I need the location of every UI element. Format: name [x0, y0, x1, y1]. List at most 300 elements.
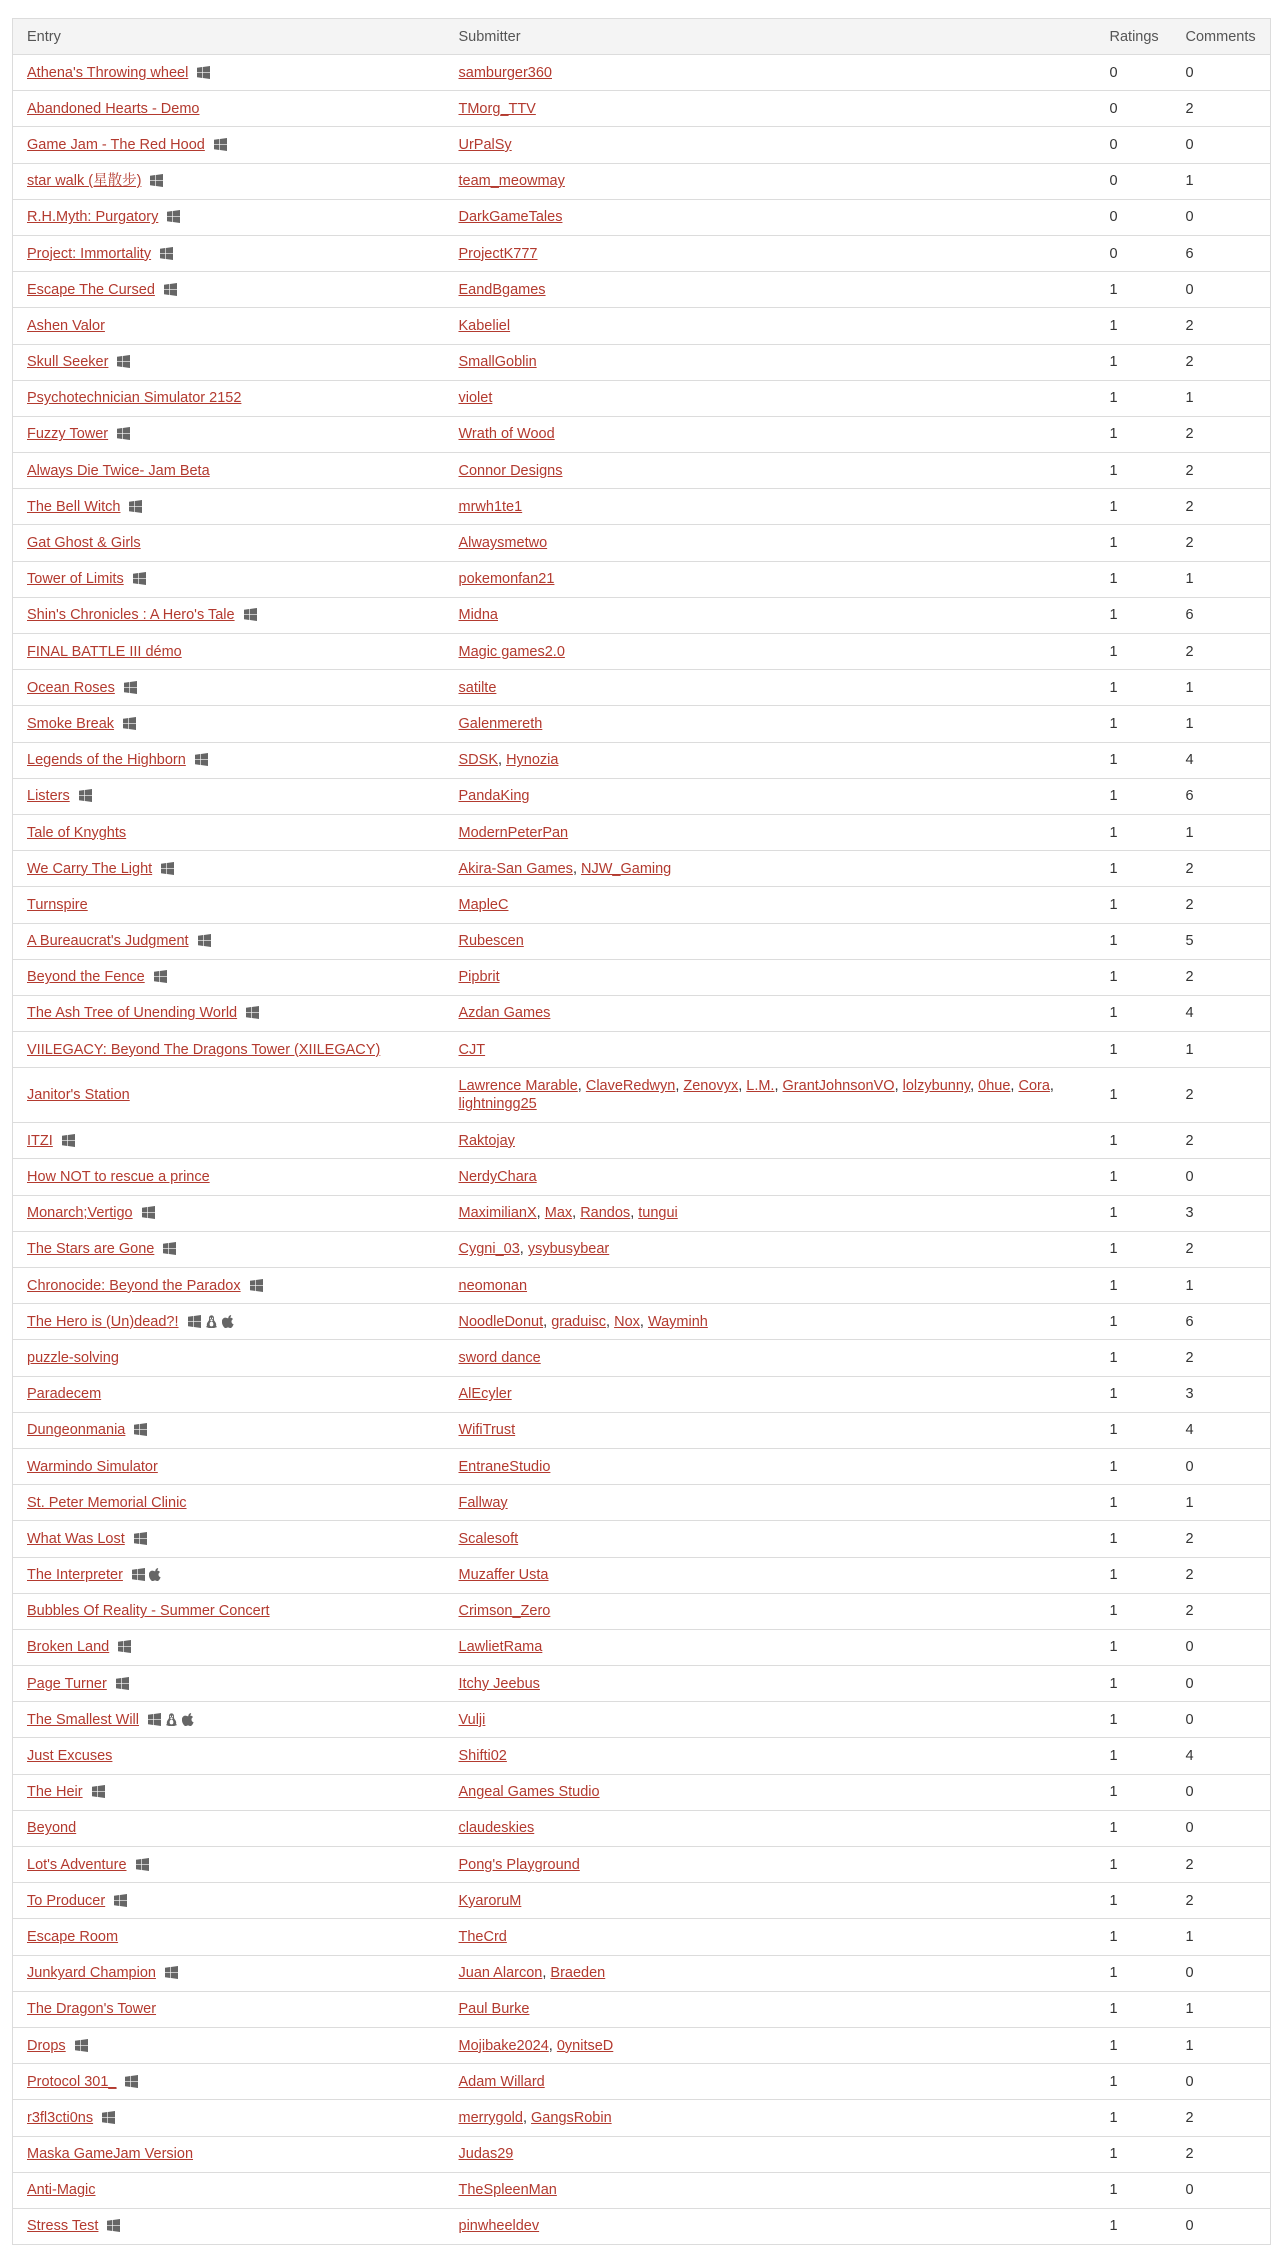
windows-icon [123, 717, 136, 730]
submitter-cell [445, 416, 1096, 452]
table-row [13, 851, 1271, 887]
entry-link[interactable]: Psychotechnician Simulator 2152 [27, 390, 242, 407]
submitter-link[interactable]: UrPalSy [458, 136, 512, 153]
entry-link[interactable]: Gat Ghost & Girls [27, 535, 141, 552]
submitter-link[interactable]: Crimson_Zero [458, 1603, 551, 1620]
ratings-cell: 1 [1096, 489, 1172, 525]
entry-link[interactable]: Broken Land [27, 1639, 110, 1656]
entry-link[interactable]: star walk (星散步) [27, 173, 142, 190]
ratings-cell: 0 [1096, 163, 1172, 199]
windows-icon [154, 970, 167, 983]
table-row [13, 959, 1271, 995]
column-header-entry[interactable]: Entry [13, 19, 445, 55]
entry-link[interactable]: Ocean Roses [27, 679, 115, 696]
table-row [13, 416, 1271, 452]
entry-link[interactable]: Warmindo Simulator [27, 1458, 158, 1475]
ratings-cell: 1 [1096, 814, 1172, 850]
submitter-link[interactable]: merrygold [458, 2109, 523, 2126]
column-header-comments[interactable]: Comments [1172, 19, 1271, 55]
submitter-link[interactable]: TMorg_TTV [458, 100, 536, 117]
submitter-cell [445, 814, 1096, 850]
entry-link[interactable]: puzzle-solving [27, 1349, 119, 1366]
entry-link[interactable]: R.H.Myth: Purgatory [27, 209, 159, 226]
entry-cell [13, 1847, 445, 1883]
comments-cell: 2 [1172, 416, 1271, 452]
submitter-link[interactable]: NoodleDonut [458, 1313, 544, 1330]
submitter-link[interactable]: Hynozia [506, 752, 559, 769]
submitter-link[interactable]: 0hue [978, 1078, 1011, 1095]
ratings-cell: 1 [1096, 1847, 1172, 1883]
ratings-cell: 1 [1096, 634, 1172, 670]
platform-icons [163, 1242, 176, 1255]
comments-cell: 2 [1172, 1557, 1271, 1593]
entry-cell [13, 2172, 445, 2208]
comments-cell: 2 [1172, 1883, 1271, 1919]
submitter-link[interactable]: team_meowmay [458, 173, 565, 190]
table-row [13, 1666, 1271, 1702]
submitter-link[interactable]: neomonan [458, 1277, 528, 1294]
comments-cell: 0 [1172, 1666, 1271, 1702]
ratings-cell: 1 [1096, 706, 1172, 742]
submitter-cell [445, 1376, 1096, 1412]
table-row [13, 1810, 1271, 1846]
platform-icons [114, 1894, 127, 1907]
windows-icon [92, 1785, 105, 1798]
ratings-cell: 0 [1096, 55, 1172, 91]
windows-icon [148, 1713, 161, 1726]
ratings-cell: 1 [1096, 670, 1172, 706]
submitter-cell: MaximilianX, Max, Randos, tungui [445, 1195, 1096, 1231]
submitter-link[interactable]: graduisc [551, 1313, 607, 1330]
entry-link[interactable]: Lot's Adventure [27, 1856, 127, 1873]
entry-link[interactable]: Listers [27, 788, 70, 805]
submitter-link[interactable]: Wayminh [647, 1313, 708, 1330]
windows-icon [163, 1242, 176, 1255]
entry-link[interactable]: VIILEGACY: Beyond The Dragons Tower (XIILEGACY) [27, 1041, 381, 1058]
submitter-link[interactable]: KyaroruM [458, 1892, 522, 1909]
submitter-link[interactable]: DarkGameTales [458, 209, 563, 226]
platform-icons [167, 210, 180, 223]
submitter-link[interactable]: Connor Designs [458, 462, 563, 479]
entry-link[interactable]: Monarch;Vertigo [27, 1205, 133, 1222]
submitter-link[interactable]: NerdyChara [458, 1169, 537, 1186]
comments-cell: 5 [1172, 923, 1271, 959]
entry-cell [13, 778, 445, 814]
submitter-link[interactable]: Braeden [550, 1965, 606, 1982]
entry-link[interactable]: Always Die Twice- Jam Beta [27, 462, 210, 479]
entry-link[interactable]: Paradecem [27, 1386, 102, 1403]
table-row [13, 1991, 1271, 2027]
submitter-link[interactable]: violet [458, 390, 493, 407]
submitter-link[interactable]: Judas29 [458, 2146, 514, 2163]
comments-cell: 2 [1172, 1123, 1271, 1159]
table-row [13, 1702, 1271, 1738]
windows-icon [79, 789, 92, 802]
comments-cell: 1 [1172, 1032, 1271, 1068]
entry-cell [13, 163, 445, 199]
submitter-link[interactable]: Scalesoft [458, 1530, 519, 1547]
table-row [13, 1593, 1271, 1629]
entry-link[interactable]: Protocol 301_ [27, 2073, 117, 2090]
entry-cell [13, 1340, 445, 1376]
entry-link[interactable]: The Hero is (Un)dead?! [27, 1313, 179, 1330]
ratings-cell: 0 [1096, 235, 1172, 271]
windows-icon [129, 500, 142, 513]
apple-icon [222, 1315, 235, 1328]
windows-icon [214, 138, 227, 151]
submitter-link[interactable]: AlEcyler [458, 1386, 512, 1403]
submitter-cell [445, 1702, 1096, 1738]
entry-cell [13, 1810, 445, 1846]
submitter-link[interactable]: Vulji [458, 1711, 486, 1728]
submitter-link[interactable]: samburger360 [458, 64, 552, 81]
entry-link[interactable]: A Bureaucrat's Judgment [27, 933, 189, 950]
table-row [13, 1268, 1271, 1304]
entry-cell [13, 851, 445, 887]
submitter-cell [445, 887, 1096, 923]
submitter-link[interactable]: Mojibake2024 [458, 2037, 549, 2054]
comments-cell: 2 [1172, 1847, 1271, 1883]
submitter-link[interactable]: GangsRobin [531, 2109, 612, 2126]
submitter-link[interactable]: Angeal Games Studio [458, 1784, 600, 1801]
submitter-link[interactable]: Randos [580, 1205, 631, 1222]
entry-link[interactable]: The Dragon's Tower [27, 2001, 157, 2018]
column-header-ratings[interactable]: Ratings [1096, 19, 1172, 55]
submitter-cell: Akira-San Games, NJW_Gaming [445, 851, 1096, 887]
entry-link[interactable]: Abandoned Hearts - Demo [27, 100, 200, 117]
submitter-link[interactable]: lolzybunny [902, 1078, 971, 1095]
submitter-cell [445, 1810, 1096, 1846]
table-row [13, 1485, 1271, 1521]
submitter-cell: Mojibake2024, 0ynitseD [445, 2027, 1096, 2063]
table-body [13, 55, 1271, 2245]
submitter-link[interactable]: LawlietRama [458, 1639, 543, 1656]
submitter-link[interactable]: TheCrd [458, 1928, 507, 1945]
submitter-link[interactable]: SmallGoblin [458, 354, 537, 371]
submitter-cell [445, 1847, 1096, 1883]
entry-link[interactable]: We Carry The Light [27, 860, 153, 877]
comments-cell: 0 [1172, 199, 1271, 235]
submitter-link[interactable]: Cora [1018, 1078, 1050, 1095]
submitter-cell: merrygold, GangsRobin [445, 2100, 1096, 2136]
entry-link[interactable]: Shin's Chronicles : A Hero's Tale [27, 607, 235, 624]
ratings-cell: 1 [1096, 2100, 1172, 2136]
windows-icon [114, 1894, 127, 1907]
entry-link[interactable]: The Heir [27, 1784, 83, 1801]
ratings-cell: 1 [1096, 2027, 1172, 2063]
submitter-link[interactable]: Cygni_03 [458, 1241, 520, 1258]
submitter-cell [445, 2136, 1096, 2172]
submitter-link[interactable]: Wrath of Wood [458, 426, 555, 443]
submitter-link[interactable]: lightningg25 [458, 1096, 537, 1113]
comments-cell: 2 [1172, 1521, 1271, 1557]
submitter-link[interactable]: EntraneStudio [458, 1458, 551, 1475]
entry-link[interactable]: Beyond [27, 1820, 77, 1837]
ratings-cell: 1 [1096, 1991, 1172, 2027]
entry-link[interactable]: Just Excuses [27, 1748, 113, 1765]
ratings-cell: 1 [1096, 1412, 1172, 1448]
submitter-link[interactable]: Lawrence Marable [458, 1078, 578, 1095]
ratings-cell: 1 [1096, 380, 1172, 416]
windows-icon [116, 1677, 129, 1690]
submitter-link[interactable]: Rubescen [458, 933, 524, 950]
entry-link[interactable]: Escape The Cursed [27, 281, 155, 298]
entry-link[interactable]: Escape Room [27, 1928, 119, 1945]
submitter-link[interactable]: ClaveRedwyn [585, 1078, 676, 1095]
platform-icons [150, 174, 163, 187]
submitter-link[interactable]: tungui [638, 1205, 678, 1222]
entry-cell [13, 561, 445, 597]
ratings-cell: 1 [1096, 1702, 1172, 1738]
ratings-cell: 1 [1096, 1629, 1172, 1665]
table-row [13, 1919, 1271, 1955]
entry-link[interactable]: How NOT to rescue a prince [27, 1169, 210, 1186]
entry-link[interactable]: The Smallest Will [27, 1711, 139, 1728]
comments-cell: 0 [1172, 1448, 1271, 1484]
entry-cell [13, 742, 445, 778]
windows-icon [62, 1134, 75, 1147]
submitter-link[interactable]: satilte [458, 679, 497, 696]
windows-icon [132, 1568, 145, 1581]
submitter-link[interactable]: PandaKing [458, 788, 530, 805]
entry-link[interactable]: The Bell Witch [27, 498, 121, 515]
entry-link[interactable]: Junkyard Champion [27, 1965, 156, 1982]
submitter-cell [445, 127, 1096, 163]
entry-cell [13, 1032, 445, 1068]
entry-link[interactable]: Skull Seeker [27, 354, 109, 371]
ratings-cell: 1 [1096, 1376, 1172, 1412]
windows-icon [117, 355, 130, 368]
comments-cell: 1 [1172, 814, 1271, 850]
submitter-link[interactable]: TheSpleenMan [458, 2182, 557, 2199]
entry-link[interactable]: Drops [27, 2037, 66, 2054]
entry-link[interactable]: Game Jam - The Red Hood [27, 136, 205, 153]
submitter-link[interactable]: Azdan Games [458, 1005, 551, 1022]
submitter-link[interactable]: Paul Burke [458, 2001, 530, 2018]
table-row [13, 1738, 1271, 1774]
submitter-link[interactable]: 0ynitseD [556, 2037, 614, 2054]
submitter-link[interactable]: CJT [458, 1041, 486, 1058]
submitter-link[interactable]: MaximilianX [458, 1205, 537, 1222]
entry-link[interactable]: Ashen Valor [27, 317, 105, 334]
submitter-link[interactable]: Pipbrit [458, 969, 500, 986]
entry-link[interactable]: Maska GameJam Version [27, 2146, 194, 2163]
windows-icon [195, 753, 208, 766]
submitter-link[interactable]: Zenovyx [683, 1078, 739, 1095]
ratings-cell: 1 [1096, 2208, 1172, 2244]
submitter-link[interactable]: Shifti02 [458, 1748, 507, 1765]
submitter-link[interactable]: Muzaffer Usta [458, 1567, 549, 1584]
entry-link[interactable]: Chronocide: Beyond the Paradox [27, 1277, 241, 1294]
submitter-link[interactable]: ModernPeterPan [458, 824, 569, 841]
table-row [13, 2064, 1271, 2100]
entry-link[interactable]: Tower of Limits [27, 571, 124, 588]
entry-link[interactable]: Anti-Magic [27, 2182, 96, 2199]
entry-cell [13, 1068, 445, 1123]
entry-cell [13, 380, 445, 416]
submitter-link[interactable]: SDSK [458, 752, 498, 769]
submitter-link[interactable]: Nox [614, 1313, 640, 1330]
submitter-cell: Cygni_03, ysybusybear [445, 1231, 1096, 1267]
entry-link[interactable]: Turnspire [27, 896, 88, 913]
entry-cell [13, 1774, 445, 1810]
table-row [13, 1955, 1271, 1991]
windows-icon [136, 1858, 149, 1871]
entry-link[interactable]: Janitor's Station [27, 1087, 130, 1104]
entry-link[interactable]: Beyond the Fence [27, 969, 145, 986]
submitter-link[interactable]: GrantJohnsonVO [782, 1078, 895, 1095]
column-header-submitter[interactable]: Submitter [445, 19, 1096, 55]
table-row [13, 778, 1271, 814]
table-row [13, 1340, 1271, 1376]
submitter-link[interactable]: NJW_Gaming [581, 860, 672, 877]
entry-link[interactable]: Smoke Break [27, 715, 115, 732]
submitter-cell [445, 199, 1096, 235]
submitter-cell: SDSK, Hynozia [445, 742, 1096, 778]
windows-icon [161, 862, 174, 875]
submitter-link[interactable]: Kabeliel [458, 317, 511, 334]
entry-link[interactable]: The Stars are Gone [27, 1241, 155, 1258]
entry-link[interactable]: The Ash Tree of Unending World [27, 1005, 238, 1022]
comments-cell: 2 [1172, 959, 1271, 995]
platform-icons [142, 1206, 155, 1219]
table-row [13, 1032, 1271, 1068]
entry-cell [13, 923, 445, 959]
comments-cell: 2 [1172, 2100, 1271, 2136]
submitter-link[interactable]: sword dance [458, 1349, 541, 1366]
table-row [13, 1521, 1271, 1557]
entry-cell [13, 1955, 445, 1991]
comments-cell: 0 [1172, 1774, 1271, 1810]
entry-cell [13, 127, 445, 163]
platform-icons [116, 1677, 129, 1690]
ratings-cell: 1 [1096, 525, 1172, 561]
ratings-cell: 1 [1096, 2064, 1172, 2100]
entry-link[interactable]: Stress Test [27, 2218, 99, 2235]
submitter-link[interactable]: claudeskies [458, 1820, 535, 1837]
entry-link[interactable]: Project: Immortality [27, 245, 152, 262]
submitter-link[interactable]: Galenmereth [458, 715, 543, 732]
submitter-link[interactable]: Magic games2.0 [458, 643, 565, 660]
entry-link[interactable]: FINAL BATTLE III démo [27, 643, 182, 660]
submitter-link[interactable]: pinwheeldev [458, 2218, 540, 2235]
submitter-link[interactable]: EandBgames [458, 281, 546, 298]
submitter-link[interactable]: Midna [458, 607, 498, 624]
submitter-cell [445, 1557, 1096, 1593]
entry-link[interactable]: To Producer [27, 1892, 106, 1909]
ratings-cell: 1 [1096, 1774, 1172, 1810]
submitter-cell [445, 344, 1096, 380]
entry-link[interactable]: ITZI [27, 1132, 53, 1149]
submitter-link[interactable]: Akira-San Games [458, 860, 573, 877]
windows-icon [117, 427, 130, 440]
table-row [13, 1774, 1271, 1810]
submitter-link[interactable]: Max [544, 1205, 573, 1222]
comments-cell: 2 [1172, 1340, 1271, 1376]
submitter-cell [445, 525, 1096, 561]
ratings-cell: 0 [1096, 199, 1172, 235]
comments-cell: 2 [1172, 453, 1271, 489]
submitter-cell [445, 634, 1096, 670]
submitter-link[interactable]: Pong's Playground [458, 1856, 580, 1873]
entry-link[interactable]: The Interpreter [27, 1567, 123, 1584]
windows-icon [165, 1966, 178, 1979]
ratings-cell: 1 [1096, 1340, 1172, 1376]
platform-icons [246, 1006, 259, 1019]
submitter-cell [445, 1883, 1096, 1919]
comments-cell: 1 [1172, 1919, 1271, 1955]
ratings-cell: 1 [1096, 1666, 1172, 1702]
submitter-link[interactable]: L.M. [746, 1078, 775, 1095]
entry-cell [13, 1557, 445, 1593]
entry-link[interactable]: Page Turner [27, 1675, 107, 1692]
entry-link[interactable]: r3fl3cti0ns [27, 2109, 94, 2126]
comments-cell: 6 [1172, 235, 1271, 271]
submitter-cell [445, 55, 1096, 91]
entry-cell [13, 416, 445, 452]
table-row [13, 814, 1271, 850]
entry-link[interactable]: What Was Lost [27, 1530, 125, 1547]
platform-icons [214, 138, 227, 151]
ratings-cell: 1 [1096, 344, 1172, 380]
submitter-link[interactable]: MapleC [458, 896, 509, 913]
submitter-link[interactable]: Fallway [458, 1494, 508, 1511]
entry-cell [13, 91, 445, 127]
table-row [13, 2100, 1271, 2136]
ratings-cell: 1 [1096, 1032, 1172, 1068]
comments-cell: 0 [1172, 1702, 1271, 1738]
ratings-cell: 1 [1096, 1268, 1172, 1304]
submitter-link[interactable]: Adam Willard [458, 2073, 545, 2090]
comments-cell: 2 [1172, 525, 1271, 561]
entry-link[interactable]: Bubbles Of Reality - Summer Concert [27, 1603, 270, 1620]
comments-cell: 2 [1172, 1231, 1271, 1267]
platform-icons [129, 500, 142, 513]
entry-link[interactable]: St. Peter Memorial Clinic [27, 1494, 187, 1511]
platform-icons [250, 1279, 263, 1292]
windows-icon [142, 1206, 155, 1219]
comments-cell: 6 [1172, 778, 1271, 814]
submitter-cell [445, 1666, 1096, 1702]
comments-cell: 4 [1172, 1412, 1271, 1448]
submitter-link[interactable]: Itchy Jeebus [458, 1675, 540, 1692]
submitter-link[interactable]: WifiTrust [458, 1422, 516, 1439]
windows-icon [134, 1532, 147, 1545]
table-row [13, 2136, 1271, 2172]
submitter-link[interactable]: pokemonfan21 [458, 571, 555, 588]
entry-link[interactable]: Athena's Throwing wheel [27, 64, 189, 81]
submitter-link[interactable]: mrwh1te1 [458, 498, 523, 515]
entry-link[interactable]: Dungeonmania [27, 1422, 126, 1439]
platform-icons [195, 753, 208, 766]
comments-cell: 4 [1172, 1738, 1271, 1774]
comments-cell: 0 [1172, 2172, 1271, 2208]
submitter-link[interactable]: ProjectK777 [458, 245, 538, 262]
entry-link[interactable]: Fuzzy Tower [27, 426, 109, 443]
submitter-link[interactable]: Juan Alarcon [458, 1965, 543, 1982]
submitter-link[interactable]: Raktojay [458, 1132, 515, 1149]
entry-link[interactable]: Legends of the Highborn [27, 752, 186, 769]
table-row [13, 2208, 1271, 2244]
comments-cell: 2 [1172, 2136, 1271, 2172]
submitter-link[interactable]: ysybusybear [527, 1241, 610, 1258]
entry-link[interactable]: Tale of Knyghts [27, 824, 127, 841]
submitter-link[interactable]: Alwaysmetwo [458, 535, 548, 552]
windows-icon [246, 1006, 259, 1019]
comments-cell: 2 [1172, 1593, 1271, 1629]
submitter-cell [445, 1448, 1096, 1484]
platform-icons [134, 1423, 147, 1436]
